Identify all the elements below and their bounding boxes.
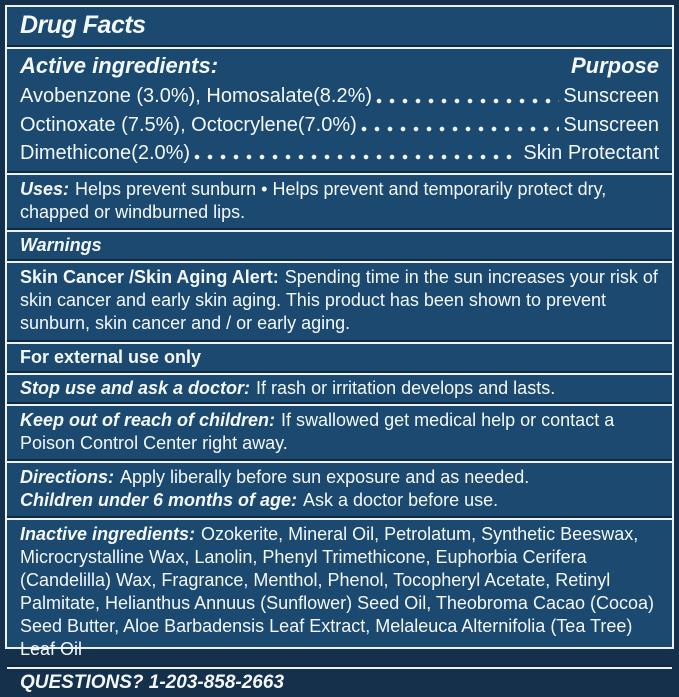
active-ingredients-header <box>20 52 659 80</box>
keep-out-label: Keep out of reach of children: <box>20 409 276 430</box>
directions-text: Apply liberally before sun exposure and as needed. <box>120 466 530 487</box>
dot-leader <box>376 82 559 110</box>
uses-section <box>7 175 672 228</box>
warnings-heading: Warnings <box>20 235 102 256</box>
stop-use-text: If rash or irritation develops and lasts. <box>256 377 556 398</box>
skin-alert-text: Spending time in the sun increases your risk of skin cancer and early skin aging. This product has been shown to prevent sunburn, skin cancer and / or early aging. <box>20 267 658 334</box>
directions-line <box>20 466 659 489</box>
children-label: Children under 6 months of age: <box>20 489 298 510</box>
active-ingredient-row <box>20 139 659 167</box>
active-ingredient-row <box>20 111 659 139</box>
warnings-section <box>7 232 672 259</box>
children-line <box>20 489 659 512</box>
inactive-ingredients-section <box>7 520 672 665</box>
directions-label: Directions: <box>20 466 115 487</box>
ingredient-name: Octinoxate (7.5%), Octocrylene(7.0%) <box>20 113 357 136</box>
children-text: Ask a doctor before use. <box>303 489 499 510</box>
ingredient-name: Dimethicone(2.0%) <box>20 141 191 164</box>
stop-use-label: Stop use and ask a doctor: <box>20 377 251 398</box>
inactive-ingredients-text: Ozokerite, Mineral Oil, Petrolatum, Synthetic Beeswax, Microcrystalline Wax, Lanolin, Phenyl Trimethicone, Euphorbia Cerifera (Candelilla) Wax, Fragrance, Menthol, Phenol, Tocopheryl Acetate, Retinyl Palmitate, Helianthus Annuus (Sunflower) Seed Oil, Theobroma Cacao (Cocoa) Seed Butter, Aloe Barbadensis Leaf Extract, Melaleuca Alternifolia (Tea Tree) Leaf Oil <box>20 523 654 659</box>
external-use-text: For external use only <box>20 346 202 367</box>
ingredient-name: Avobenzone (3.0%), Homosalate(8.2%) <box>20 85 373 108</box>
active-ingredients-section <box>7 49 672 171</box>
purpose-heading: Purpose <box>570 53 659 78</box>
keep-out-section <box>7 406 672 459</box>
active-ingredient-row <box>20 82 659 110</box>
ingredient-purpose: Sunscreen <box>563 85 659 108</box>
stop-use-section <box>7 375 672 402</box>
active-ingredients-heading: Active ingredients: <box>20 53 219 78</box>
uses-label: Uses: <box>20 179 70 200</box>
drug-facts-panel <box>5 5 674 693</box>
ingredient-purpose: Sunscreen <box>563 113 659 136</box>
inactive-ingredients-label: Inactive ingredients: <box>20 523 196 544</box>
dot-leader <box>194 139 519 167</box>
uses-text: Helps prevent sunburn • Helps prevent and temporarily protect dry, chapped or windburned lips. <box>20 179 607 223</box>
keep-out-text: If swallowed get medical help or contact a Poison Control Center right away. <box>20 409 615 453</box>
skin-alert-label: Skin Cancer /Skin Aging Alert: <box>20 267 279 288</box>
skin-alert-section <box>7 263 672 339</box>
questions-section <box>7 669 672 697</box>
directions-section <box>7 463 672 516</box>
questions-text: QUESTIONS? 1-203-858-2663 <box>20 671 285 693</box>
drug-facts-title: Drug Facts <box>20 11 146 39</box>
ingredient-purpose: Skin Protectant <box>523 141 659 164</box>
dot-leader <box>361 111 560 139</box>
external-use-section <box>7 344 672 371</box>
